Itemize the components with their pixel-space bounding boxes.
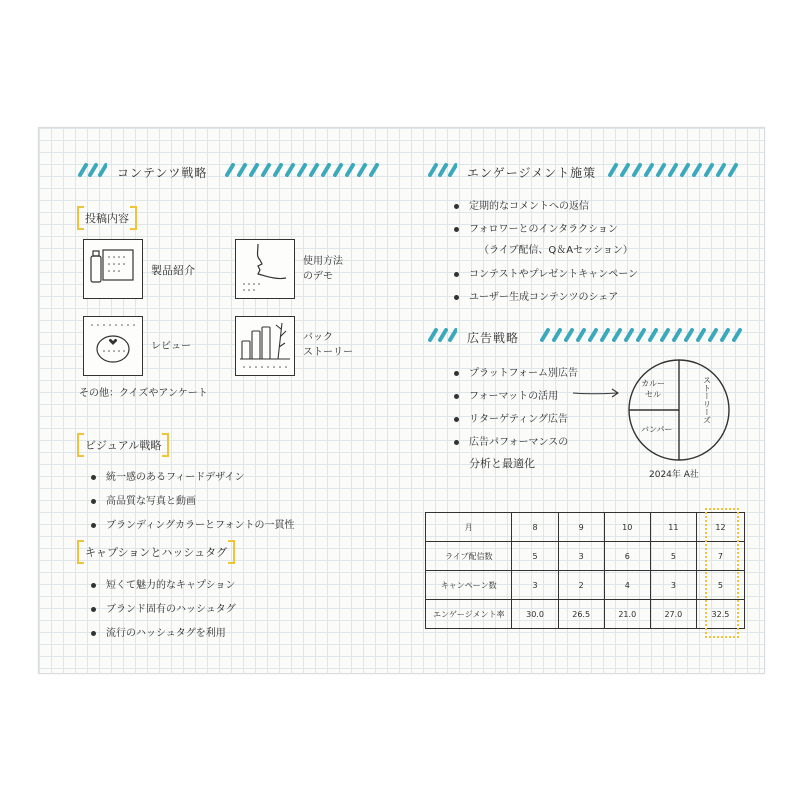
list-item: ブランディングカラーとフォントの一貫性 [91, 516, 295, 531]
product-illustration [83, 239, 143, 299]
list-item: 短くて魅力的なキャプション [91, 576, 235, 591]
table-row-label: 月 [426, 513, 512, 542]
table-cell: 8 [512, 513, 558, 542]
table-cell: 27.0 [650, 600, 696, 629]
post-label-demo: 使用方法 のデモ [303, 256, 343, 282]
list-item: 定期的なコメントへの返信 [454, 197, 589, 212]
pie-caption: 2024年 A社 [649, 470, 699, 480]
list-item: フォーマットの活用 [454, 387, 558, 402]
ad-strategy-title: 広告戦略 [467, 331, 520, 345]
bottles-plant-icon [236, 317, 294, 375]
table-cell: 3 [558, 542, 604, 571]
heart-speech-icon [84, 317, 142, 375]
title-stripes [77, 163, 107, 177]
face-profile-icon [236, 240, 294, 298]
content-strategy-title: コンテンツ戦略 [117, 166, 208, 180]
table-cell: 6 [604, 542, 650, 571]
table-cell: 3 [512, 571, 558, 600]
title-stripes [427, 163, 457, 177]
list-item-sub: （ライブ配信、Q＆Aセッション） [479, 245, 633, 256]
title-stripes [607, 163, 747, 177]
list-item-cont: 分析と最適化 [469, 457, 535, 470]
table-row [426, 600, 745, 629]
list-item: 高品質な写真と動画 [91, 492, 196, 507]
pie-label-bumper: バンパー [641, 425, 673, 434]
pie-label-carousel: カルーセル [641, 379, 665, 399]
visual-heading: ビジュアル戦略 [77, 435, 169, 455]
table-cell: 5 [696, 571, 744, 600]
table-cell: 9 [558, 513, 604, 542]
list-item: コンテストやプレゼントキャンペーン [454, 265, 638, 280]
table-cell: 12 [696, 513, 744, 542]
table-cell: 32.5 [696, 600, 744, 629]
list-item: ブランド固有のハッシュタグ [91, 600, 236, 615]
list-item: ユーザー生成コンテンツのシェア [454, 288, 618, 303]
table-header-row [426, 513, 745, 542]
table-cell: 4 [604, 571, 650, 600]
list-item: プラットフォーム別広告 [454, 364, 578, 379]
posts-heading: 投稿内容 [77, 208, 137, 228]
table-cell: 21.0 [604, 600, 650, 629]
table-row [426, 542, 745, 571]
list-item: 流行のハッシュタグを利用 [91, 624, 226, 639]
demo-illustration [235, 239, 295, 299]
arrow-icon [571, 386, 623, 400]
notebook-page [38, 127, 765, 674]
engagement-title: エンゲージメント施策 [467, 166, 597, 180]
list-item: リターゲティング広告 [454, 410, 568, 425]
table-cell: 5 [512, 542, 558, 571]
table-cell: 11 [650, 513, 696, 542]
post-label-backstory: バック ストーリー [303, 332, 353, 358]
list-item: 統一感のあるフィードデザイン [91, 468, 245, 483]
list-item: 広告パフォーマンスの [454, 433, 568, 448]
post-label-review: レビュー [151, 341, 191, 352]
caption-heading: キャプションとハッシュタグ [77, 542, 235, 562]
title-stripes [539, 328, 744, 342]
metrics-table [425, 512, 745, 629]
table-cell: 30.0 [512, 600, 558, 629]
backstory-illustration [235, 316, 295, 376]
product-icon [84, 240, 142, 298]
table-row-label: キャンペーン数 [426, 571, 512, 600]
review-illustration [83, 316, 143, 376]
ad-format-pie-chart [619, 356, 739, 464]
others-note: その他：クイズやアンケート [79, 388, 208, 399]
highlight-december [705, 508, 739, 638]
title-stripes [427, 328, 457, 342]
table-cell: 7 [696, 542, 744, 571]
table-cell: 5 [650, 542, 696, 571]
table-cell: 26.5 [558, 600, 604, 629]
table-row [426, 571, 745, 600]
pie-label-stories: ストーリーズ [702, 376, 712, 424]
table-cell: 3 [650, 571, 696, 600]
list-item: フォロワーとのインタラクション [454, 220, 618, 235]
table-row-label: エンゲージメント率 [426, 600, 512, 629]
table-row-label: ライブ配信数 [426, 542, 512, 571]
title-stripes [224, 163, 384, 177]
table-cell: 10 [604, 513, 650, 542]
post-label-product: 製品紹介 [151, 264, 195, 277]
table-cell: 2 [558, 571, 604, 600]
